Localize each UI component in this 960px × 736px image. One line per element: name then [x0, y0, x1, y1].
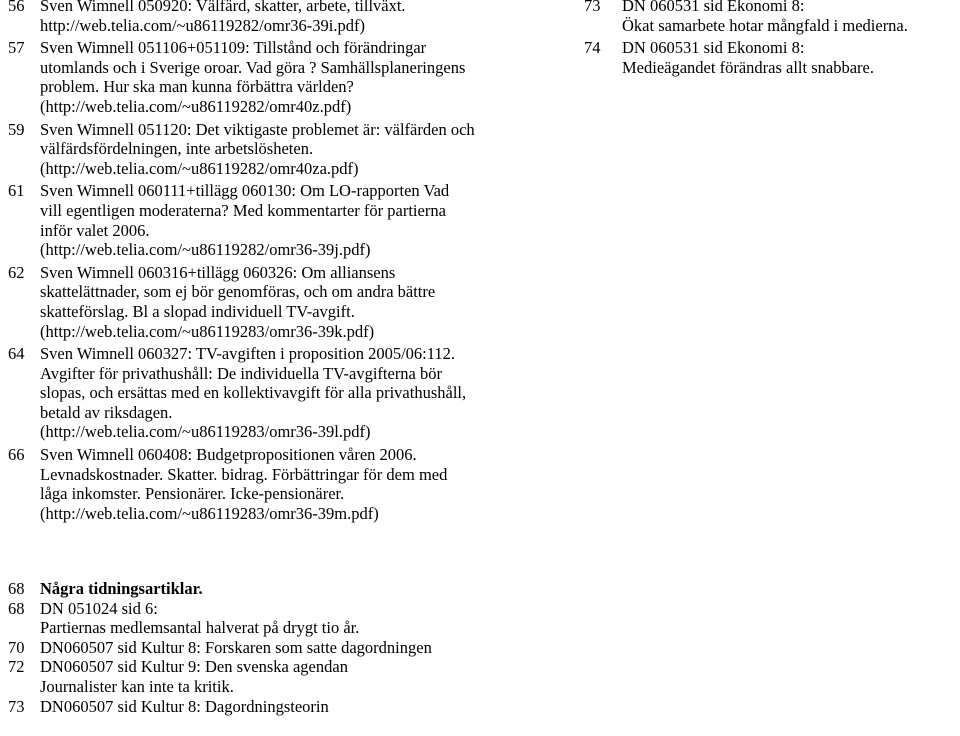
entry-number: 70: [8, 637, 25, 657]
entry-line: Medieägandet förändras allt snabbare.: [622, 57, 874, 77]
entry-text: [40, 263, 568, 341]
entry-line: Sven Wimnell 051120: Det viktigaste problemet är: välfärden och: [40, 119, 475, 139]
entry-number: 59: [8, 119, 25, 139]
entry-line: Journalister kan inte ta kritik.: [40, 676, 234, 696]
reference-entry-64: [8, 344, 568, 442]
heading-text: Några tidningsartiklar.: [40, 579, 203, 598]
entry-line: Avgifter för privathushåll: De individuella TV-avgifterna bör: [40, 363, 443, 383]
entry-line: DN060507 sid Kultur 8: Forskaren som satte dagordningen: [40, 637, 432, 657]
article-entry-72-continued: [8, 677, 568, 697]
entry-line: Sven Wimnell 051106+051109: Tillstånd och förändringar: [40, 38, 427, 58]
entry-line: Partiernas medlemsantal halverat på drygt tio år.: [40, 618, 360, 638]
entry-url: http://web.telia.com/~u86119282/omr36-39i.pdf): [40, 15, 365, 35]
article-entry-68-continued: [8, 618, 568, 638]
entry-number: 61: [8, 181, 25, 201]
entry-line: Sven Wimnell 060111+tillägg 060130: Om LO-rapporten Vad: [40, 181, 450, 201]
entry-line: skattelättnader, som ej bör genomföras, och om andra bättre: [40, 282, 436, 302]
reference-entry-57: [8, 38, 568, 116]
entry-line: skatteförslag. Bl a slopad individuell TV-avgift.: [40, 301, 355, 321]
entry-text: [40, 344, 568, 442]
entry-url: (http://web.telia.com/~u86119282/omr40za.pdf): [40, 158, 359, 178]
entry-number: 72: [8, 657, 25, 677]
reference-entry-62: [8, 263, 568, 341]
reference-entry-59: [8, 120, 568, 179]
entry-text: [622, 0, 960, 35]
entry-number: 56: [8, 0, 25, 15]
entry-line: Levnadskostnader. Skatter. bidrag. Förbättringar för dem med: [40, 464, 448, 484]
reference-entry-74: [584, 38, 960, 77]
entry-number: 74: [584, 38, 601, 58]
entry-text: [40, 445, 568, 523]
entry-line: inför valet 2006.: [40, 220, 150, 240]
entry-line: Sven Wimnell 050920: Välfärd, skatter, arbete, tillväxt.: [40, 0, 406, 15]
entry-line: betald av riksdagen.: [40, 402, 173, 422]
section-heading: [8, 579, 568, 599]
entry-number: 64: [8, 344, 25, 364]
entry-line: problem. Hur ska man kunna förbättra världen?: [40, 77, 354, 97]
entry-number: 73: [584, 0, 601, 15]
entry-line: vill egentligen moderaterna? Med kommentarter för partierna: [40, 200, 446, 220]
article-entry-72: [8, 657, 568, 677]
reference-entry-61: [8, 181, 568, 259]
entry-line: DN060507 sid Kultur 8: Dagordningsteorin: [40, 696, 329, 716]
entry-line: välfärdsfördelningen, inte arbetslösheten.: [40, 139, 314, 159]
entry-line: Sven Wimnell 060408: Budgetpropositionen våren 2006.: [40, 445, 417, 465]
entry-line: DN 060531 sid Ekonomi 8:: [622, 38, 805, 58]
entry-number: 66: [8, 445, 25, 465]
reference-entry-66: [8, 445, 568, 523]
entry-line: Sven Wimnell 060316+tillägg 060326: Om alliansens: [40, 262, 396, 282]
entry-url: (http://web.telia.com/~u86119283/omr36-39l.pdf): [40, 422, 371, 442]
entry-line: Ökat samarbete hotar mångfald i medierna.: [622, 15, 908, 35]
entry-text: [622, 38, 960, 77]
entry-url: (http://web.telia.com/~u86119282/omr40z.pdf): [40, 96, 352, 116]
entry-line: DN060507 sid Kultur 9: Den svenska agendan: [40, 657, 348, 677]
entry-text: [40, 120, 568, 179]
entry-text: [40, 38, 568, 116]
entry-number: 57: [8, 38, 25, 58]
right-column: [584, 0, 960, 80]
entry-text: [40, 181, 568, 259]
newspaper-articles-section: [8, 579, 568, 716]
entry-line: DN 060531 sid Ekonomi 8:: [622, 0, 805, 15]
entry-url: (http://web.telia.com/~u86119283/omr36-39k.pdf): [40, 321, 375, 341]
article-entry-73: [8, 697, 568, 717]
entry-number: 68: [8, 598, 25, 618]
heading-number: 68: [8, 579, 25, 598]
reference-entry-73-right: [584, 0, 960, 35]
entry-line: utomlands och i Sverige oroar. Vad göra ? Samhällsplaneringens: [40, 57, 466, 77]
article-entry-68: [8, 599, 568, 619]
left-column: [8, 0, 568, 526]
article-entry-70: [8, 638, 568, 658]
entry-line: DN 051024 sid 6:: [40, 598, 158, 618]
reference-entry-56: [8, 0, 568, 35]
entry-url: (http://web.telia.com/~u86119283/omr36-39m.pdf): [40, 503, 379, 523]
entry-text: [40, 0, 568, 35]
entry-line: låga inkomster. Pensionärer. Icke-pensionärer.: [40, 484, 345, 504]
entry-number: 62: [8, 262, 25, 282]
entry-line: slopas, och ersättas med en kollektivavgift för alla privathushåll,: [40, 383, 467, 403]
entry-line: Sven Wimnell 060327: TV-avgiften i proposition 2005/06:112.: [40, 344, 456, 364]
entry-url: (http://web.telia.com/~u86119282/omr36-39j.pdf): [40, 240, 371, 260]
entry-number: 73: [8, 696, 25, 716]
